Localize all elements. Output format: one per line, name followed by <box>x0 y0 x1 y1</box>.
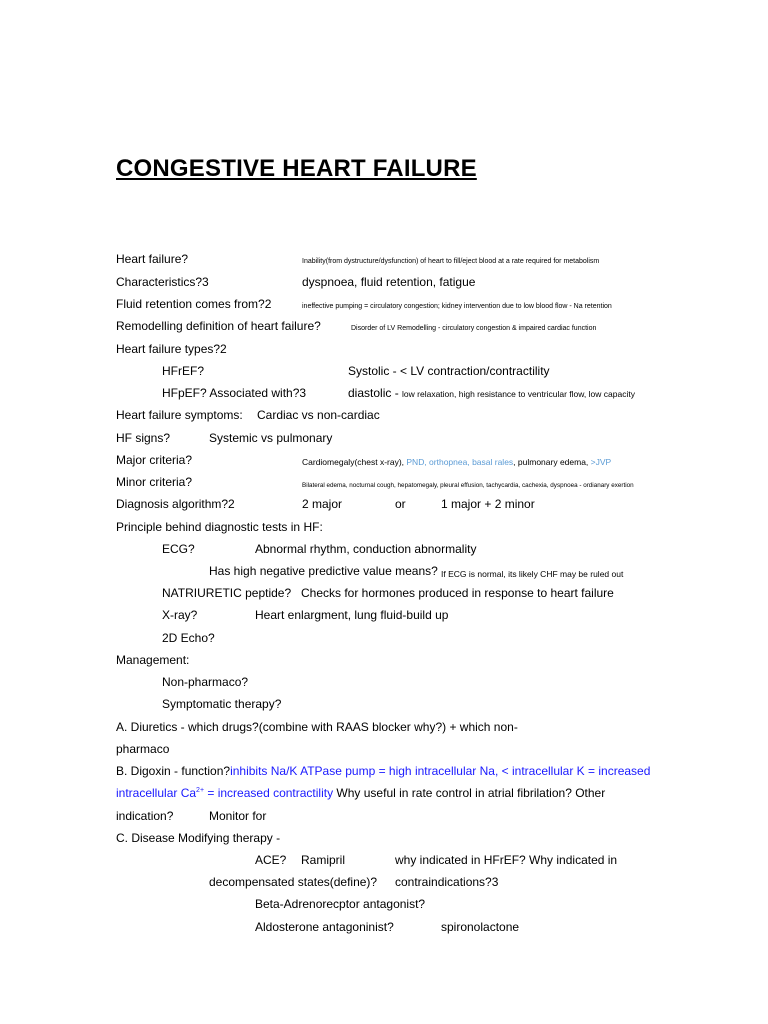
digoxin-answer: inhibits Na/K ATPase pump = high intracellular Na, < intracellular K = increased <box>230 764 651 778</box>
page-title: CONGESTIVE HEART FAILURE <box>116 155 477 182</box>
xray-question: X-ray? <box>162 608 198 622</box>
digoxin-indication: indication? <box>116 809 174 823</box>
digoxin-line-1 <box>116 764 650 778</box>
hfref-answer: Systolic - < LV contraction/contractility <box>348 364 550 378</box>
major-criteria-part-3: , pulmonary edema, <box>513 457 591 467</box>
minor-criteria-answer: Bilateral edema, nocturnal cough, hepatomegaly, pleural effusion, tachycardia, cachexia, dyspnoea - ordianary exertion <box>302 482 634 489</box>
characteristics-answer: dyspnoea, fluid retention, fatigue <box>302 275 476 289</box>
hfpef-answer-detail: low relaxation, high resistance to ventricular flow, low capacity <box>402 389 635 399</box>
digoxin-monitor: Monitor for <box>209 809 267 823</box>
digoxin-question: B. Digoxin - function? <box>116 764 231 778</box>
digoxin-superscript: 2+ <box>196 787 205 794</box>
decompensated-question: decompensated states(define)? <box>209 875 378 889</box>
symptoms-answer: Cardiac vs non-cardiac <box>257 408 380 422</box>
signs-question: HF signs? <box>116 431 171 445</box>
npv-answer: If ECG is normal, its likely CHF may be ruled out <box>441 569 624 579</box>
aldosterone-question: Aldosterone antagoninist? <box>255 920 394 934</box>
aldosterone-answer: spironolactone <box>441 920 520 934</box>
management-heading: Management: <box>116 653 190 667</box>
major-criteria-part-1: Cardiomegaly(chest x-ray), <box>302 457 407 467</box>
beta-blocker-question: Beta-Adrenorecptor antagonist? <box>255 897 426 911</box>
diuretics-line-1: A. Diuretics - which drugs?(combine with RAAS blocker why?) + which non- <box>116 720 518 734</box>
npv-question: Has high negative predictive value means? <box>209 564 438 578</box>
diuretics-line-2: pharmaco <box>116 742 170 756</box>
contraindications-question: contraindications?3 <box>395 875 499 889</box>
diagnosis-option-2: 1 major + 2 minor <box>441 497 535 511</box>
ace-why: why indicated in HFrEF? Why indicated in <box>395 853 618 867</box>
types-question: Heart failure types?2 <box>116 342 227 356</box>
ace-question: ACE? <box>255 853 287 867</box>
natriuretic-question: NATRIURETIC peptide? <box>162 586 292 600</box>
diagnosis-question: Diagnosis algorithm?2 <box>116 497 235 511</box>
digoxin-line-2 <box>116 786 605 800</box>
diagnosis-option-1: 2 major <box>302 497 343 511</box>
fluid-question: Fluid retention comes from?2 <box>116 297 272 311</box>
symptoms-question: Heart failure symptoms: <box>116 408 243 422</box>
ace-answer: Ramipril <box>301 853 346 867</box>
characteristics-question: Characteristics?3 <box>116 275 209 289</box>
xray-answer: Heart enlargment, lung fluid-build up <box>255 608 449 622</box>
hfpef-answer-main: diastolic - <box>348 386 403 400</box>
ecg-answer: Abnormal rhythm, conduction abnormality <box>255 542 477 556</box>
diagnosis-or: or <box>395 497 406 511</box>
digoxin-answer-cont: intracellular Ca <box>116 786 197 800</box>
digoxin-answer-end: = increased contractility <box>204 786 334 800</box>
hfpef-answer <box>348 386 635 401</box>
principle-question: Principle behind diagnostic tests in HF: <box>116 520 323 534</box>
major-criteria-answer <box>302 455 611 469</box>
signs-answer: Systemic vs pulmonary <box>209 431 333 445</box>
hfref-question: HFrEF? <box>162 364 204 378</box>
ecg-question: ECG? <box>162 542 195 556</box>
hf-question: Heart failure? <box>116 252 189 266</box>
major-criteria-part-4: >JVP <box>590 457 612 467</box>
hf-answer: Inability(from dystructure/dysfunction) of heart to fill/eject blood at a rate required for metabolism <box>302 258 600 265</box>
non-pharmaco-question: Non-pharmaco? <box>162 675 249 689</box>
symptomatic-therapy-question: Symptomatic therapy? <box>162 697 282 711</box>
digoxin-question-2: Why useful in rate control in atrial fibrilation? Other <box>333 786 606 800</box>
major-criteria-question: Major criteria? <box>116 453 193 467</box>
echo-question: 2D Echo? <box>162 631 215 645</box>
minor-criteria-question: Minor criteria? <box>116 475 193 489</box>
fluid-answer: ineffective pumping = circulatory congestion; kidney intervention due to low blood flow - Na retention <box>302 303 612 310</box>
remodel-answer: Disorder of LV Remodelling - circulatory congestion & impaired cardiac function <box>351 325 597 332</box>
natriuretic-answer: Checks for hormones produced in response to heart failure <box>301 586 614 600</box>
hfpef-question: HFpEF? Associated with?3 <box>162 386 307 400</box>
remodel-question: Remodelling definition of heart failure? <box>116 319 321 333</box>
major-criteria-part-2: PND, orthopnea, basal rales <box>406 457 514 467</box>
disease-modifying-heading: C. Disease Modifying therapy - <box>116 831 281 845</box>
